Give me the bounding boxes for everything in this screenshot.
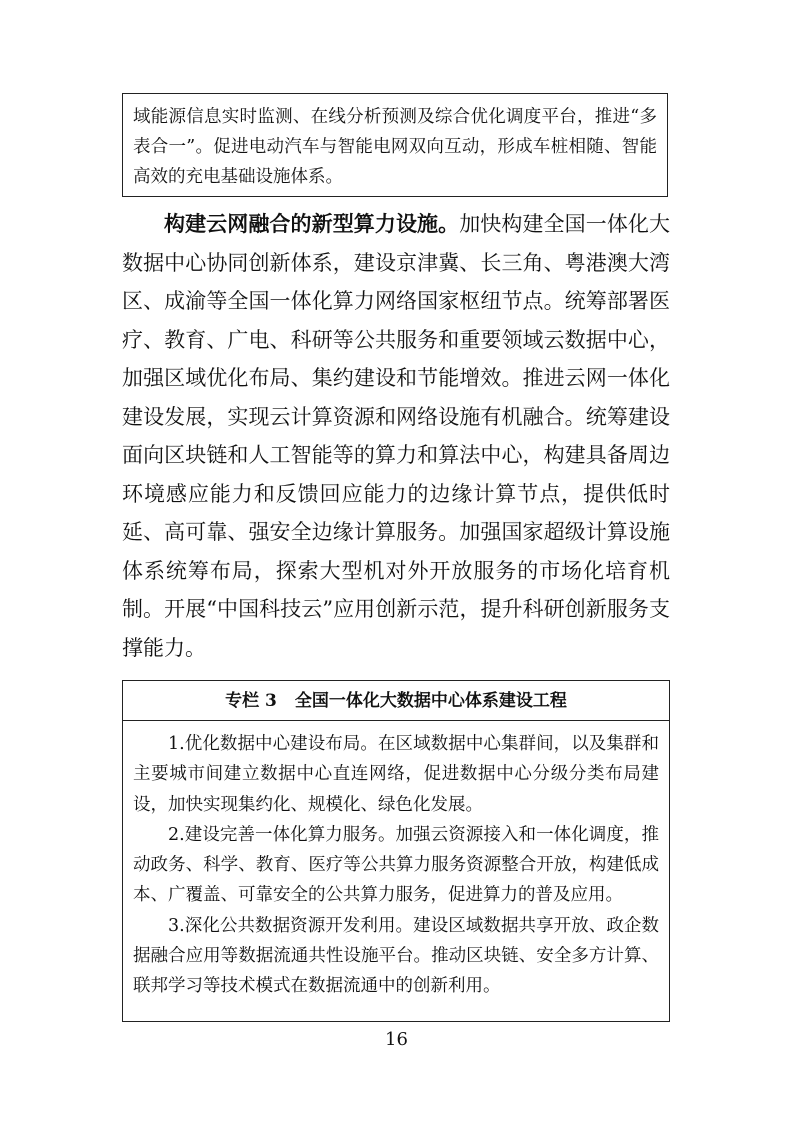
column-item: 2.建设完善一体化算力服务。加强云资源接入和一体化调度，推动政务、科学、教育、医疗等公共算力服务资源整合开放，构建低成本、广覆盖、可靠安全的公共算力服务，促进算力的普及应用。 xyxy=(133,824,659,906)
column-title: 全国一体化大数据中心体系建设工程 xyxy=(294,691,567,711)
continued-column-text: 域能源信息实时监测、在线分析预测及综合优化调度平台，推进“多表合一”。促进电动汽车与智能电网双向互动，形成车桩相随、智能高效的充电基础设施体系。 xyxy=(133,107,657,187)
column-item: 1.优化数据中心建设布局。在区域数据中心集群间，以及集群和主要城市间建立数据中心直连网络，促进数据中心分级分类布局建设，加快实现集约化、规模化、绿色化发展。 xyxy=(133,734,659,815)
main-section xyxy=(122,205,670,667)
page-number: 16 xyxy=(385,1029,408,1050)
column-header xyxy=(123,681,669,721)
section-lead: 构建云网融合的新型算力设施。 xyxy=(164,211,460,236)
main-paragraph xyxy=(122,205,670,667)
column-body xyxy=(123,721,669,1002)
section-body: 加快构建全国一体化大数据中心协同创新体系，建设京津冀、长三角、粤港澳大湾区、成渝等全国一体化算力网络国家枢纽节点。统筹部署医疗、教育、广电、科研等公共服务和重要领域云数据中心，加强区域优化布局、集约建设和节能增效。推进云网一体化建设发展，实现云计算资源和网络设施有机融合。统筹建设面向区块链和人工智能等的算力和算法中心，构建具备周边环境感应能力和反馈回应能力的边缘计算节点，提供低时延、高可靠、强安全边缘计算服务。加强国家超级计算设施体系统筹布局，探索大型机对外开放服务的市场化培育机制。开展“中国科技云”应用创新示范，提升科研创新服务支撑能力。 xyxy=(122,212,671,660)
column-box xyxy=(122,680,670,1022)
column-item: 3.深化公共数据资源开发利用。建设区域数据共享开放、政企数据融合应用等数据流通共性设施平台。推动区块链、安全多方计算、联邦学习等技术模式在数据流通中的创新利用。 xyxy=(133,915,659,997)
column-label: 专栏 3 xyxy=(225,691,277,711)
continued-column-box xyxy=(122,93,668,197)
